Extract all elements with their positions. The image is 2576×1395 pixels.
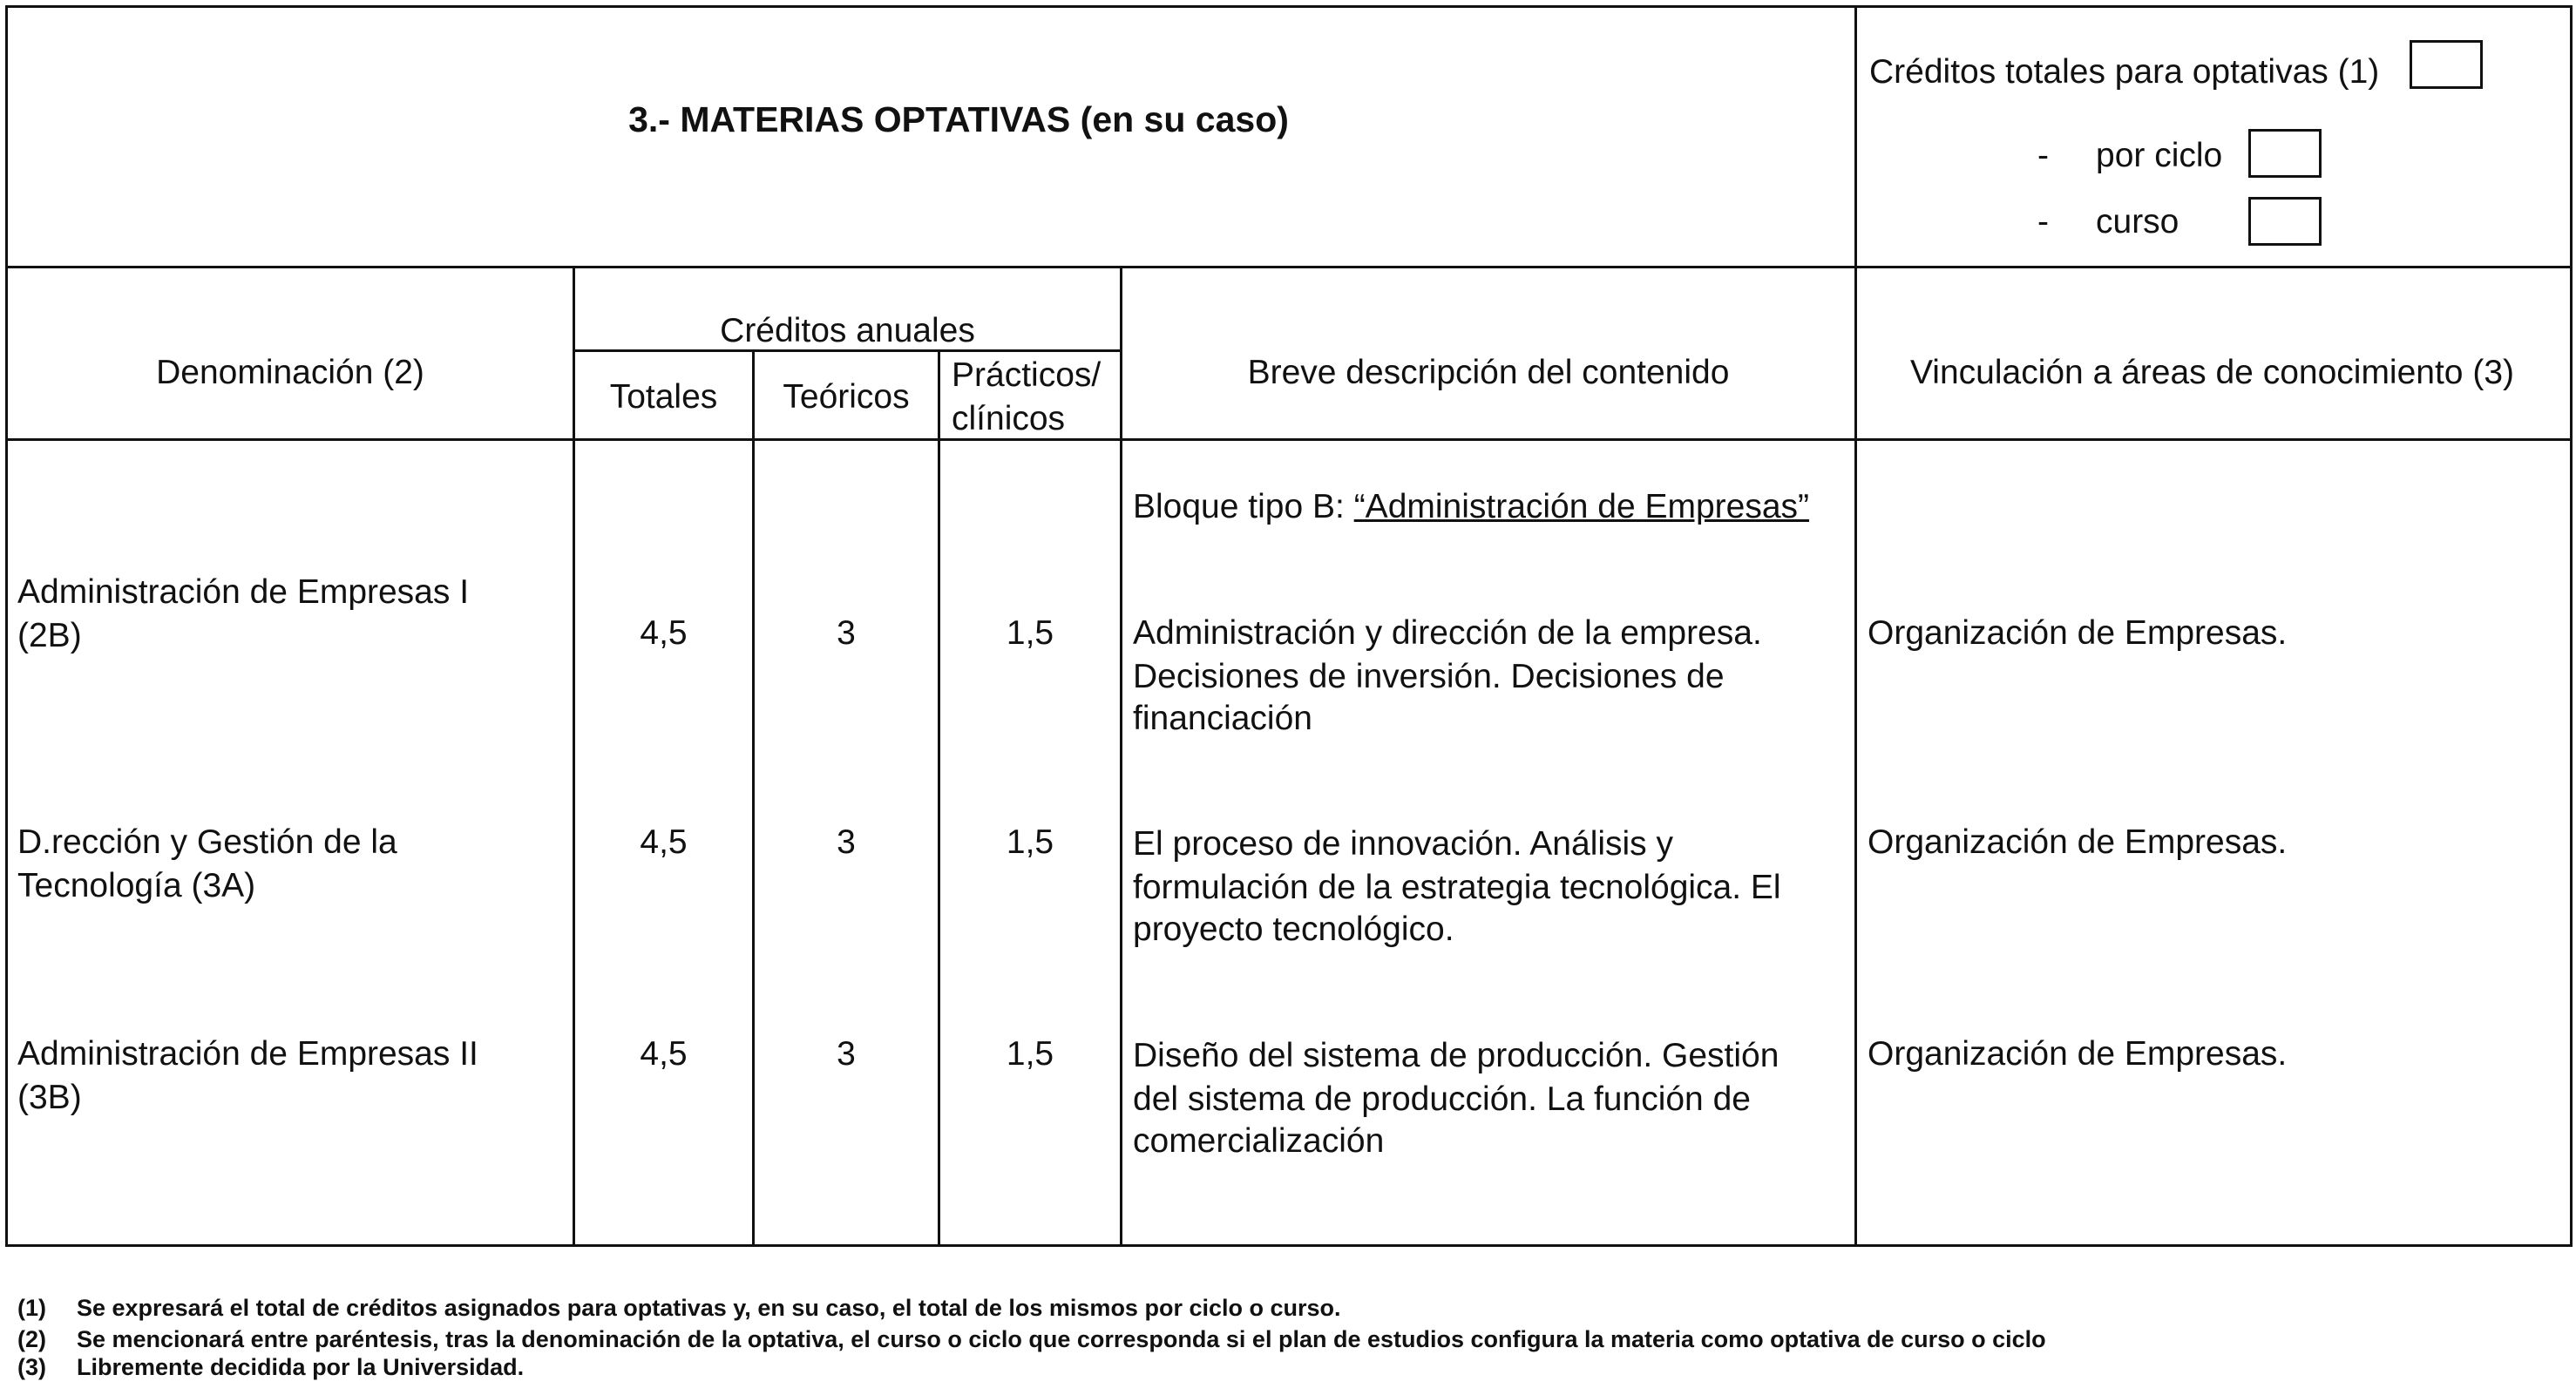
row-area: Organización de Empresas. [1868,823,2288,861]
col-header-practicos-2: clínicos [952,400,1066,437]
header-separator [5,266,2570,268]
footnote-3-text: Libremente decidida por la Universidad. [77,1354,525,1380]
footnote-2-num: (2) [17,1326,46,1352]
per-course-box[interactable] [2248,197,2322,246]
col-header-denominacion: Denominación (2) [156,354,424,391]
row-totales: 4,5 [640,1035,688,1073]
page-title: 3.- MATERIAS OPTATIVAS (en su caso) [628,99,1289,139]
col-divider-4 [1120,266,1122,1244]
block-name: “Administración de Empresas” [1353,488,1810,525]
footnote-3-num: (3) [17,1354,46,1380]
header-divider [1854,5,1857,1244]
col-header-creditos-anuales: Créditos anuales [720,312,975,349]
row-desc-line-2: formulación de la estrategia tecnológica. El [1133,869,1781,906]
row-practicos: 1,5 [1006,1035,1054,1073]
per-cycle-label: por ciclo [2096,137,2223,174]
row-name-line-2: (3B) [17,1079,82,1116]
col-header-vinculacion: Vinculación a áreas de conocimiento (3) [1909,354,2514,391]
row-desc-line-3: proyecto tecnológico. [1133,911,1454,948]
col-divider-2 [752,349,755,1244]
row-teoricos: 3 [837,614,856,652]
block-label [1133,485,1809,529]
row-totales: 4,5 [640,823,688,861]
row-area: Organización de Empresas. [1868,614,2288,652]
row-practicos: 1,5 [1006,614,1054,652]
per-cycle-box[interactable] [2248,129,2322,178]
row-desc-line-2: Decisiones de inversión. Decisiones de [1133,658,1725,695]
row-name-line-1: D.rección y Gestión de la [17,823,397,861]
row-totales: 4,5 [640,614,688,652]
row-teoricos: 3 [837,1035,856,1073]
credits-total-box[interactable] [2410,40,2483,89]
col-header-descripcion: Breve descripción del contenido [1247,354,1730,391]
block-prefix: Bloque tipo B: [1133,488,1345,525]
col-header-teoricos: Teóricos [783,378,910,416]
col-header-practicos-1: Prácticos/ [952,356,1102,394]
row-desc-line-2: del sistema de producción. La función de [1133,1080,1751,1118]
row-desc-line-1: El proceso de innovación. Análisis y [1133,825,1674,863]
row-practicos: 1,5 [1006,823,1054,861]
footnote-1-num: (1) [17,1295,46,1321]
row-desc-line-3: comercialización [1133,1122,1385,1160]
col-header-totales: Totales [609,378,718,416]
row-area: Organización de Empresas. [1868,1035,2288,1073]
row-name-line-2: (2B) [17,617,82,654]
row-desc-line-1: Diseño del sistema de producción. Gestión [1133,1037,1779,1074]
col-divider-3 [938,349,940,1244]
per-course-dash: - [2037,203,2049,240]
per-cycle-dash: - [2037,137,2049,174]
footnote-2-text: Se mencionará entre paréntesis, tras la denominación de la optativa, el curso o ciclo que corresponda si el plan de estudios configura la materia como optativa de curso o ciclo [77,1326,2046,1352]
row-desc-line-3: financiación [1133,700,1312,737]
credits-total-label: Créditos totales para optativas (1) [1869,53,2380,91]
row-desc-line-1: Administración y dirección de la empresa. [1133,614,1762,652]
per-course-label: curso [2096,203,2179,240]
footnote-1-text: Se expresará el total de créditos asignados para optativas y, en su caso, el total de los mismos por ciclo o curso. [77,1295,1341,1321]
row-name-line-1: Administración de Empresas I [17,573,470,611]
row-teoricos: 3 [837,823,856,861]
row-name-line-1: Administración de Empresas II [17,1035,478,1073]
row-name-line-2: Tecnología (3A) [17,867,256,904]
columns-separator [5,438,2570,441]
